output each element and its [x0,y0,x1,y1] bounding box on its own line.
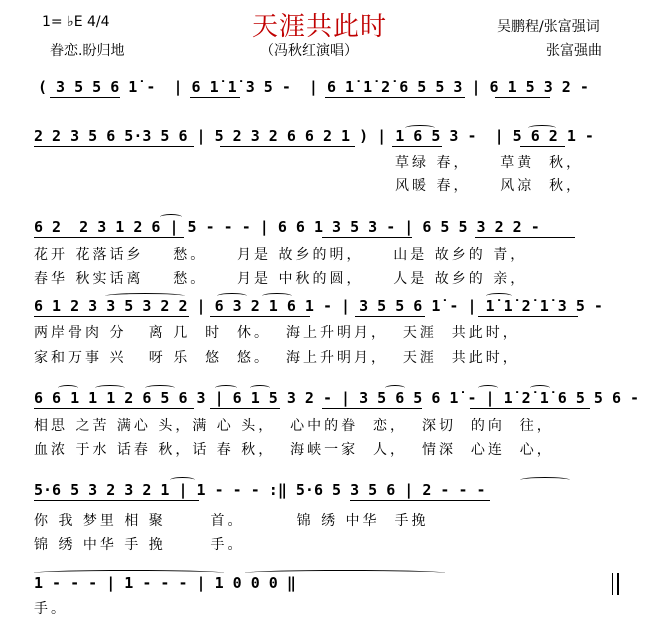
slur [486,293,512,299]
tie [34,570,224,576]
beam [34,408,194,409]
notation-line-1: ( 3 5 5 6 1̇ - | 6 1̇ 1̇ 3 5 - | 6 1̇ 1̇ 2̇ 6 5 5 3 | 6 1 5 3 2 - [38,78,589,96]
lyrics-2-verse-2: 风暖 春， 风凉 秋， [395,178,584,194]
beam [190,97,240,98]
style-marking: 眷恋.盼归地 [50,43,125,59]
slur [170,477,195,483]
slur [528,125,556,131]
slur [262,293,292,299]
lyrics-5-verse-2: 血浓 于水 话春 秋，话 春 秋， 海峡一家 人， 情深 心连 心， [34,442,554,458]
beam [220,146,355,147]
slur [145,385,175,391]
slur [215,385,237,391]
slur [217,293,247,299]
beam [475,237,575,238]
beam [34,316,189,317]
tie [245,570,445,576]
beam [350,500,490,501]
notation-line-2: 2 2 3 5 6 5·3 5 6 | 5 2 3 2 6 6 2 1 ) | 1 6 5 3 - | 5 6 2 1 - [34,127,594,145]
beam [520,146,565,147]
slur [105,293,185,299]
lyrics-3-verse-1: 花开 花落话乡 愁。 月是 故乡的明， 山是 故乡的 青， [34,247,528,263]
lyrics-2-verse-1: 草绿 春， 草黄 秋， [395,155,584,171]
notation-line-4: 6 1 2 3 3 5 3 2 2 | 6 3 2 1 6 1 - | 3 5 5 6 1̇ - | 1̇ 1̇ 2̇ 1̇ 3 5 - [34,297,603,315]
slur [250,385,270,391]
lyrics-5-verse-1: 相思 之苦 满心 头，满 心 头， 心中的眷 恋， 深切 的向 往， [34,418,554,434]
beam [470,408,590,409]
singer: （冯秋红演唱） [260,43,358,59]
slur [95,385,125,391]
beam [495,97,550,98]
beam [50,97,120,98]
slur [385,385,405,391]
slur [58,385,78,391]
beam [392,146,442,147]
beam [34,146,194,147]
beam [322,237,412,238]
beam [325,97,465,98]
beam [355,316,425,317]
beam [34,237,184,238]
notation-line-5: 6 6 1 1 1 2 6 5 6 3 | 6 1 5 3 2 - | 3 5 6 5 6 1̇ - | 1̇ 2̇ 1̇ 6 5 5 6 - [34,389,640,407]
lyrics-3-verse-2: 春华 秋实话离 愁。 月是 中秋的圆， 人是 故乡的 亲， [34,271,528,287]
beam [210,316,310,317]
notation-line-3: 6 2 2 3 1 2 6 | 5 - - - | 6 6 1 3 5 3 - | 6 5 5 3 2 2 - [34,218,540,236]
slur [478,385,498,391]
lyrics-6-verse-1: 你 我 梦里 相 聚 首。 锦 绣 中华 手挽 [34,513,429,529]
final-barline [617,573,619,595]
slur [405,125,435,131]
beam [322,408,422,409]
lyricist: 吴鹏程/张富强词 [497,19,600,35]
lyrics-7-verse-1: 手。 [34,601,68,617]
beam [210,408,280,409]
notation-line-7: 1 - - - | 1 - - - | 1 0 0 0 ‖ [34,574,296,592]
beam [34,500,199,501]
beam [478,316,578,317]
song-title: 天涯共此时 [252,12,388,42]
lyrics-4-verse-2: 家和万事 兴 呀 乐 悠 悠。 海上升明月， 天涯 共此时， [34,350,520,366]
lyrics-6-verse-2: 锦 绣 中华 手 挽 手。 [34,537,245,553]
key-signature: 1= ♭E 4/4 [42,14,110,30]
composer: 张富强曲 [546,43,602,59]
slur [530,385,550,391]
slur [520,477,570,483]
slur [160,214,182,220]
notation-line-6: 5·6 5 3 2 3 2 1 | 1 - - - :‖ 5·6 5 3 5 6 | 2 - - - [34,481,486,499]
lyrics-4-verse-1: 两岸骨肉 分 离 几 时 休。 海上升明月， 天涯 共此时， [34,325,520,341]
final-barline-thin [612,573,613,595]
